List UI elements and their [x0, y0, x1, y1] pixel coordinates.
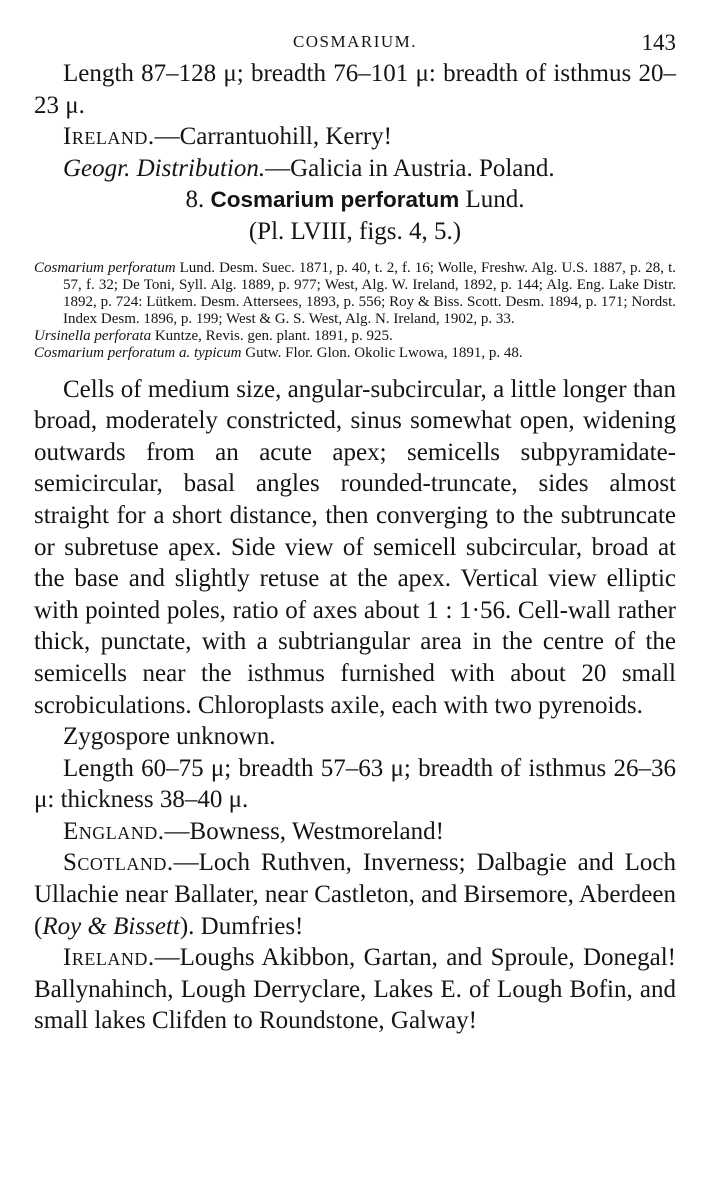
synonym-name: Cosmarium perforatum a. typicum [34, 344, 242, 361]
synonymy-list [34, 260, 676, 362]
species-name: Cosmarium perforatum [210, 187, 460, 213]
geographic-distribution [34, 153, 676, 185]
species-description-block [34, 374, 676, 1037]
description-paragraph: Cells of medium size, angular-subcircular, a little longer than broad, moderately constricted, sinus somewhat open, widening outwards from an acute apex; semicells subpyramidate-semicircular, basal angles rounded-truncate, sides almost straight for a short distance, then converging to the subtruncate or subretuse apex. Side view of semicell subcircular, broad at the base and slightly retuse at the apex. Vertical view elliptic with pointed poles, ratio of axes about 1 : 1·56. Cell-wall rather thick, punctate, with a subtriangular area in the centre of the semicells near the isthmus furnished with about 20 small scrobiculations. Chloroplasts axile, each with two pyrenoids. [34, 375, 676, 719]
species-number: 8. [185, 186, 205, 214]
measurements-text: Length 60–75 μ; breadth 57–63 μ; breadth of isthmus 26–36 μ: thickness 38–40 μ. [34, 754, 676, 814]
previous-measurements [34, 58, 676, 121]
measurements [34, 753, 676, 816]
ireland-text: —Carrantuohill, Kerry! [154, 123, 393, 151]
species-heading [34, 184, 676, 216]
synonymy-entry [34, 260, 676, 328]
distribution-label: Geogr. Distribution. [63, 154, 266, 182]
page-body [34, 58, 676, 1037]
previous-measurements-text: Length 87–128 μ; breadth 76–101 μ: breadth of isthmus 20–23 μ. [34, 60, 676, 119]
synonym-citation: Gutw. Flor. Glon. Okolic Lwowa, 1891, p. 48. [241, 344, 523, 361]
synonym-name: Ursinella perforata [34, 327, 152, 344]
zygospore-note: Zygospore unknown. [63, 723, 276, 751]
scotland-text: —Loch Ruthven, Inverness; Dalbagie and Loch Ullachie near Ballater, near Castleton, and Birsemore, Aberdeen ( [34, 849, 676, 940]
previous-ireland-locality [34, 121, 676, 153]
species-author: Lund. [465, 186, 525, 214]
plate-reference: (Pl. LVIII, figs. 4, 5.) [248, 217, 462, 245]
distribution-text: —Galicia in Austria. Poland. [265, 154, 555, 182]
book-page [34, 0, 676, 1200]
ireland-text: —Loughs Akibbon, Gartan, and Sproule, Donegal! Ballynahinch, Lough Derryclare, Lakes E. of Lough Bofin, and small lakes Clifden to Roundstone, Galway! [34, 944, 676, 1035]
running-head [34, 0, 676, 58]
synonym-citation: Kuntze, Revis. gen. plant. 1891, p. 925. [151, 327, 393, 344]
ireland-locality [34, 942, 676, 1037]
synonym-citation: Lund. Desm. Suec. 1871, p. 40, t. 2, f. 16; Wolle, Freshw. Alg. U.S. 1887, p. 28, t. 57, f. 32; De Toni, Syll. Alg. 1889, p. 977; West, Alg. W. Ireland, 1892, p. 144; Alg. Eng. Lake Distr. 1892, p. 724: Lütkem. Desm. Attersees, 1893, p. 556; Roy & Biss. Scott. Desm. 1894, p. 171; Nordst. Index Desm. 1896, p. 199; West & G. S. West, Alg. N. Ireland, 1902, p. 33. [63, 259, 676, 327]
ireland-label: Ireland. [63, 123, 155, 151]
england-locality [34, 816, 676, 848]
scotland-text-end: ). Dumfries! [179, 912, 304, 940]
scotland-label: Scotland. [63, 849, 174, 877]
scotland-locality [34, 847, 676, 942]
england-label: England. [63, 817, 165, 845]
england-text: —Bowness, Westmoreland! [164, 817, 444, 845]
page-number: 143 [641, 30, 676, 55]
running-title: COSMARIUM. [292, 32, 418, 51]
synonym-name: Cosmarium perforatum [34, 259, 176, 276]
synonymy-entry [34, 328, 676, 345]
ireland-label: Ireland. [63, 944, 155, 972]
scotland-collectors: Roy & Bissett [42, 912, 180, 940]
synonymy-entry [34, 345, 676, 362]
